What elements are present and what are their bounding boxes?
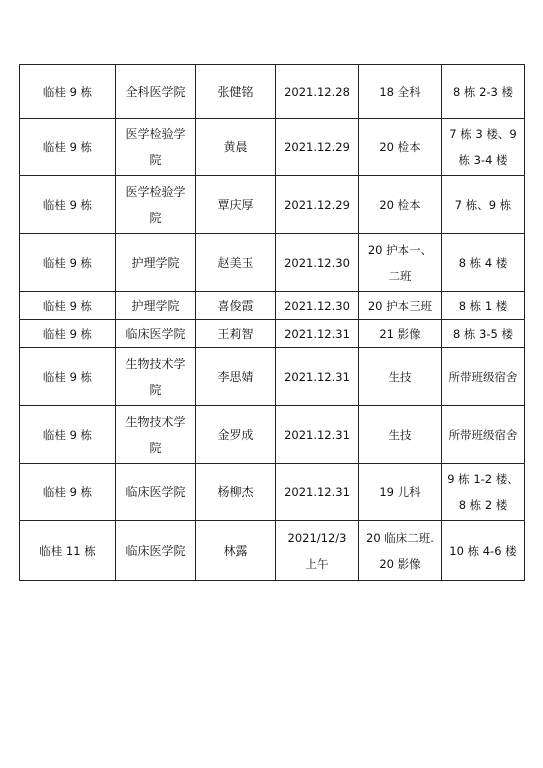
class-cell: 21 影像 (359, 320, 442, 348)
college-cell: 全科医学院 (116, 65, 196, 119)
college-cell: 生物技术学院 (116, 348, 196, 406)
college-cell: 生物技术学院 (116, 406, 196, 464)
class-cell: 19 儿科 (359, 464, 442, 521)
building-cell: 8 栋 1 楼 (442, 292, 525, 320)
name-cell: 林露 (196, 521, 276, 581)
building-cell: 7 栋 3 楼、9 栋 3-4 楼 (442, 119, 525, 176)
dorm-cell: 临桂 9 栋 (20, 119, 116, 176)
dorm-cell: 临桂 9 栋 (20, 320, 116, 348)
table-row (20, 406, 525, 464)
class-cell: 20 检本 (359, 176, 442, 234)
dorm-cell: 临桂 11 栋 (20, 521, 116, 581)
class-cell: 生技 (359, 348, 442, 406)
table-row (20, 234, 525, 292)
class-cell: 18 全科 (359, 65, 442, 119)
date-cell: 2021/12/3 上午 (276, 521, 359, 581)
building-cell: 9 栋 1-2 楼、8 栋 2 楼 (442, 464, 525, 521)
date-cell: 2021.12.31 (276, 464, 359, 521)
class-cell: 20 护本三班 (359, 292, 442, 320)
dorm-cell: 临桂 9 栋 (20, 176, 116, 234)
college-cell: 医学检验学院 (116, 119, 196, 176)
name-cell: 黄晨 (196, 119, 276, 176)
date-cell: 2021.12.29 (276, 119, 359, 176)
college-cell: 临床医学院 (116, 521, 196, 581)
college-cell: 临床医学院 (116, 320, 196, 348)
dorm-cell: 临桂 9 栋 (20, 292, 116, 320)
class-cell: 20 检本 (359, 119, 442, 176)
table-row (20, 65, 525, 119)
date-cell: 2021.12.31 (276, 320, 359, 348)
dorm-cell: 临桂 9 栋 (20, 234, 116, 292)
table-row (20, 292, 525, 320)
name-cell: 赵美玉 (196, 234, 276, 292)
building-cell: 10 栋 4-6 楼 (442, 521, 525, 581)
date-cell: 2021.12.30 (276, 292, 359, 320)
table-row (20, 521, 525, 581)
dorm-cell: 临桂 9 栋 (20, 406, 116, 464)
dorm-cell: 临桂 9 栋 (20, 65, 116, 119)
table-row (20, 320, 525, 348)
building-cell: 7 栋、9 栋 (442, 176, 525, 234)
name-cell: 李思婧 (196, 348, 276, 406)
building-cell: 所带班级宿舍 (442, 406, 525, 464)
name-cell: 金罗成 (196, 406, 276, 464)
dorm-cell: 临桂 9 栋 (20, 464, 116, 521)
name-cell: 张健铭 (196, 65, 276, 119)
date-cell: 2021.12.30 (276, 234, 359, 292)
name-cell: 王莉智 (196, 320, 276, 348)
name-cell: 覃庆厚 (196, 176, 276, 234)
duty-schedule-table (19, 64, 525, 581)
name-cell: 杨柳杰 (196, 464, 276, 521)
date-cell: 2021.12.31 (276, 348, 359, 406)
building-cell: 8 栋 2-3 楼 (442, 65, 525, 119)
college-cell: 护理学院 (116, 292, 196, 320)
building-cell: 8 栋 4 楼 (442, 234, 525, 292)
name-cell: 喜俊霞 (196, 292, 276, 320)
table-row (20, 176, 525, 234)
date-cell: 2021.12.31 (276, 406, 359, 464)
college-cell: 护理学院 (116, 234, 196, 292)
date-cell: 2021.12.28 (276, 65, 359, 119)
table-row (20, 348, 525, 406)
college-cell: 医学检验学院 (116, 176, 196, 234)
building-cell: 8 栋 3-5 楼 (442, 320, 525, 348)
table-row (20, 119, 525, 176)
date-cell: 2021.12.29 (276, 176, 359, 234)
table-row (20, 464, 525, 521)
class-cell: 20 护本一、二班 (359, 234, 442, 292)
class-cell: 生技 (359, 406, 442, 464)
building-cell: 所带班级宿舍 (442, 348, 525, 406)
class-cell: 20 临床二班.20 影像 (359, 521, 442, 581)
college-cell: 临床医学院 (116, 464, 196, 521)
dorm-cell: 临桂 9 栋 (20, 348, 116, 406)
